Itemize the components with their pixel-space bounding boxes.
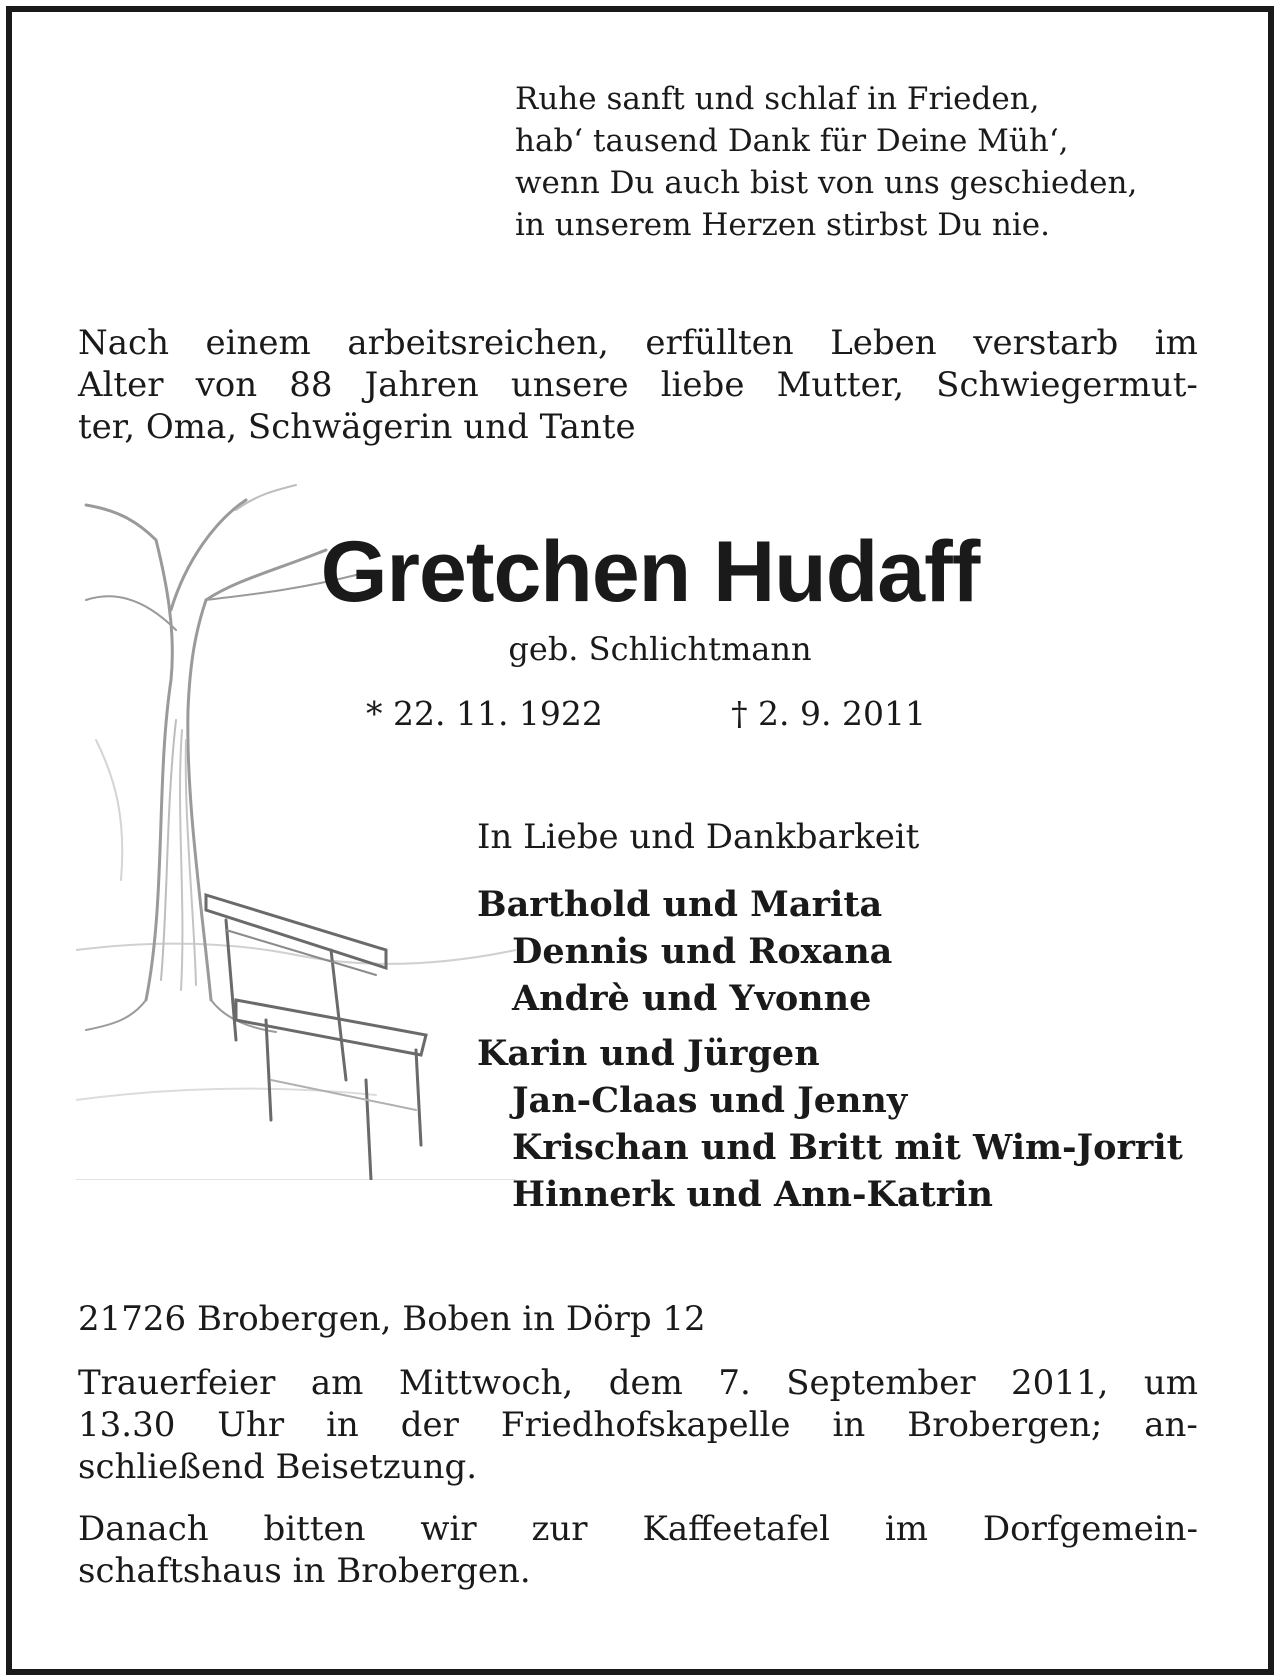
word: Danach (78, 1509, 209, 1549)
word: von (195, 365, 258, 405)
word: an- (1144, 1405, 1198, 1445)
word: Uhr (217, 1405, 285, 1445)
word: 88 (289, 365, 333, 405)
word: 13.30 (78, 1405, 176, 1445)
word: Friedhofskapelle (500, 1405, 791, 1445)
funeral-line (78, 1404, 1198, 1446)
word: Nach (78, 323, 169, 363)
poem-line: hab‘ tausend Dank für Deine Müh‘, (515, 123, 1069, 159)
word: verstarb (973, 323, 1119, 363)
word: liebe (660, 365, 745, 405)
word: erfüllten (645, 323, 794, 363)
maiden-name: geb. Schlichtmann (508, 630, 812, 668)
life-dates (366, 692, 926, 736)
word: arbeitsreichen, (347, 323, 609, 363)
family-address: 21726 Brobergen, Boben in Dörp 12 (78, 1299, 706, 1339)
word: Leben (830, 323, 937, 363)
intro-line (78, 322, 1198, 364)
word: wir (420, 1509, 477, 1549)
word: bitten (263, 1509, 366, 1549)
word: der (400, 1405, 459, 1445)
intro-line: ter, Oma, Schwägerin und Tante (78, 407, 636, 447)
word: unsere (510, 365, 629, 405)
family-member: Jan-Claas und Jenny (512, 1080, 908, 1121)
family-main: Barthold und Marita (477, 884, 883, 925)
death-date: † 2. 9. 2011 (731, 694, 926, 733)
poem-line: Ruhe sanft und schlaf in Frieden, (515, 81, 1040, 117)
deceased-name: Gretchen Hudaff (320, 524, 980, 620)
word: Schwiegermut- (936, 365, 1198, 405)
memorial-poem (515, 78, 1195, 246)
word: am (310, 1363, 364, 1403)
word: September (786, 1363, 976, 1403)
word: Trauerfeier (78, 1363, 276, 1403)
word: Brobergen; (907, 1405, 1103, 1445)
funeral-line: schließend Beisetzung. (78, 1447, 478, 1487)
word: Alter (78, 365, 164, 405)
word: Mutter, (776, 365, 905, 405)
word: zur (531, 1509, 588, 1549)
word: Mittwoch, (398, 1363, 574, 1403)
mourners-heading: In Liebe und Dankbarkeit (477, 817, 920, 857)
reception-paragraph (78, 1508, 1198, 1592)
reception-line (78, 1508, 1198, 1550)
funeral-paragraph (78, 1362, 1198, 1488)
word: Kaffeetafel (642, 1509, 831, 1549)
word: in (832, 1405, 866, 1445)
family-member: Hinnerk und Ann-Katrin (512, 1174, 993, 1215)
word: um (1143, 1363, 1198, 1403)
reception-line: schaftshaus in Brobergen. (78, 1551, 531, 1591)
family-member: Dennis und Roxana (512, 931, 893, 972)
word: 2011, (1011, 1363, 1109, 1403)
family-member: Krischan und Britt mit Wim-Jorrit (512, 1127, 1183, 1168)
poem-line: in unserem Herzen stirbst Du nie. (515, 207, 1050, 243)
intro-line (78, 364, 1198, 406)
intro-paragraph (78, 322, 1198, 448)
word: Dorfgemein- (982, 1509, 1198, 1549)
birth-date: * 22. 11. 1922 (366, 694, 603, 733)
funeral-line (78, 1362, 1198, 1404)
word: im (1154, 323, 1198, 363)
word: Jahren (364, 365, 479, 405)
word: im (884, 1509, 929, 1549)
family-member: Andrè und Yvonne (512, 978, 872, 1019)
mourners-list (477, 881, 1183, 1218)
family-main: Karin und Jürgen (477, 1033, 820, 1074)
word: einem (205, 323, 311, 363)
word: dem (608, 1363, 683, 1403)
word: 7. (718, 1363, 751, 1403)
word: in (326, 1405, 359, 1445)
poem-line: wenn Du auch bist von uns geschieden, (515, 165, 1138, 201)
